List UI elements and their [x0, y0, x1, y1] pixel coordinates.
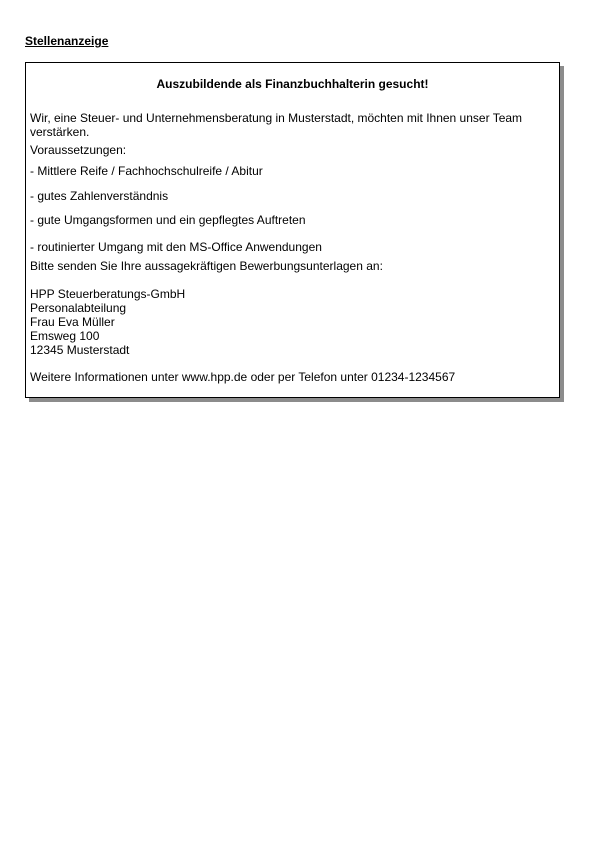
document-heading: Stellenanzeige: [25, 34, 109, 48]
application-prompt: Bitte senden Sie Ihre aussagekräftigen Bewerbungsunterlagen an:: [30, 259, 383, 273]
address-street: Emsweg 100: [30, 329, 100, 343]
job-ad-title: Auszubildende als Finanzbuchhalterin gesucht!: [156, 77, 429, 91]
requirement-item: - gutes Zahlenverständnis: [30, 189, 169, 203]
address-contact: Frau Eva Müller: [30, 315, 115, 329]
more-info-text: Weitere Informationen unter www.hpp.de oder per Telefon unter 01234-1234567: [30, 370, 456, 384]
job-ad-box: [25, 62, 560, 398]
address-city: 12345 Musterstadt: [30, 343, 130, 357]
requirement-item: - gute Umgangsformen und ein gepflegtes Auftreten: [30, 213, 306, 227]
address-company: HPP Steuerberatungs-GmbH: [30, 287, 186, 301]
address-department: Personalabteilung: [30, 301, 127, 315]
intro-text: Wir, eine Steuer- und Unternehmensberatung in Musterstadt, möchten mit Ihnen unser Team verstärken.: [30, 111, 523, 139]
requirement-item: - Mittlere Reife / Fachhochschulreife / Abitur: [30, 164, 263, 178]
requirements-label: Voraussetzungen:: [30, 143, 127, 157]
requirement-item: - routinierter Umgang mit den MS-Office Anwendungen: [30, 240, 322, 254]
